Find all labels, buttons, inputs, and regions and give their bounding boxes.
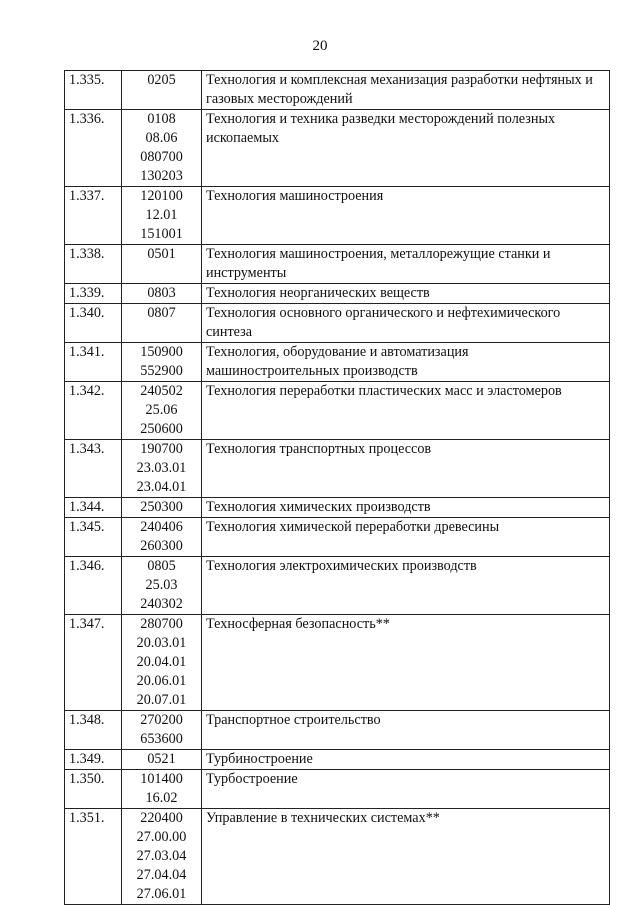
table-row: [65, 304, 610, 343]
specialty-code: 23.04.01: [136, 479, 187, 495]
row-number: 1.350.: [65, 770, 122, 809]
specialty-code: 08.06: [145, 130, 178, 146]
specialty-code: 27.04.04: [136, 867, 187, 883]
specialty-code: 260300: [140, 538, 183, 554]
specialty-code: 20.07.01: [136, 692, 187, 708]
specialty-codes: [122, 187, 202, 245]
table-row: [65, 71, 610, 110]
table-row: [65, 770, 610, 809]
row-number: 1.343.: [65, 440, 122, 498]
specialty-name: Техносферная безопасность**: [202, 615, 610, 711]
table-row: [65, 498, 610, 518]
specialty-code: 27.00.00: [136, 829, 187, 845]
specialty-codes: [122, 343, 202, 382]
specialty-code: 130203: [140, 168, 183, 184]
specialty-code: 270200: [140, 712, 183, 728]
specialty-name: Технология основного органического и нефтехимического синтеза: [202, 304, 610, 343]
specialty-name: Управление в технических системах**: [202, 809, 610, 905]
row-number: 1.336.: [65, 110, 122, 187]
specialty-code: 101400: [140, 771, 183, 787]
specialty-code: 240406: [140, 519, 183, 535]
row-number: 1.341.: [65, 343, 122, 382]
specialties-table: [64, 70, 610, 905]
specialty-code: 16.02: [145, 790, 178, 806]
specialty-code: 27.06.01: [136, 886, 187, 902]
specialty-code: 25.03: [145, 577, 178, 593]
specialty-code: 220400: [140, 810, 183, 826]
specialty-code: 240302: [140, 596, 183, 612]
specialty-code: 653600: [140, 731, 183, 747]
row-number: 1.335.: [65, 71, 122, 110]
page-number: 20: [312, 38, 328, 54]
row-number: 1.347.: [65, 615, 122, 711]
row-number: 1.339.: [65, 284, 122, 304]
row-number: 1.344.: [65, 498, 122, 518]
specialty-codes: [122, 284, 202, 304]
specialty-code: 080700: [140, 149, 183, 165]
specialty-code: 20.03.01: [136, 635, 187, 651]
table-row: [65, 382, 610, 440]
table-body: [65, 71, 610, 905]
specialty-code: 151001: [140, 226, 183, 242]
table-row: [65, 110, 610, 187]
specialty-codes: [122, 809, 202, 905]
specialty-codes: [122, 71, 202, 110]
specialty-code: 240502: [140, 383, 183, 399]
specialty-codes: [122, 770, 202, 809]
specialty-name: Транспортное строительство: [202, 711, 610, 750]
specialty-name: Технология переработки пластических масс и эластомеров: [202, 382, 610, 440]
specialty-code: 0803: [147, 285, 176, 301]
specialty-name: Технология машиностроения: [202, 187, 610, 245]
specialty-codes: [122, 750, 202, 770]
table-row: [65, 187, 610, 245]
table-row: [65, 750, 610, 770]
specialty-name: Технология транспортных процессов: [202, 440, 610, 498]
specialty-codes: [122, 245, 202, 284]
row-number: 1.340.: [65, 304, 122, 343]
specialty-code: 20.04.01: [136, 654, 187, 670]
specialty-code: 150900: [140, 344, 183, 360]
specialty-code: 0205: [147, 72, 176, 88]
specialty-codes: [122, 304, 202, 343]
row-number: 1.351.: [65, 809, 122, 905]
specialty-name: Технология химической переработки древесины: [202, 518, 610, 557]
row-number: 1.342.: [65, 382, 122, 440]
row-number: 1.337.: [65, 187, 122, 245]
specialty-code: 190700: [140, 441, 183, 457]
table-row: [65, 343, 610, 382]
specialty-name: Технология, оборудование и автоматизация машиностроительных производств: [202, 343, 610, 382]
specialty-code: 0521: [147, 751, 176, 767]
specialty-name: Технология электрохимических производств: [202, 557, 610, 615]
specialty-name: Технология и комплексная механизация разработки нефтяных и газовых месторождений: [202, 71, 610, 110]
specialty-codes: [122, 615, 202, 711]
specialty-codes: [122, 711, 202, 750]
specialty-codes: [122, 382, 202, 440]
specialty-name: Технология химических производств: [202, 498, 610, 518]
row-number: 1.338.: [65, 245, 122, 284]
specialty-code: 0805: [147, 558, 176, 574]
specialty-code: 12.01: [145, 207, 178, 223]
row-number: 1.349.: [65, 750, 122, 770]
specialty-code: 0807: [147, 305, 176, 321]
specialty-name: Технология машиностроения, металлорежущие станки и инструменты: [202, 245, 610, 284]
specialty-codes: [122, 110, 202, 187]
specialty-code: 25.06: [145, 402, 178, 418]
table-row: [65, 245, 610, 284]
specialty-code: 27.03.04: [136, 848, 187, 864]
specialty-name: Турбостроение: [202, 770, 610, 809]
specialty-name: Технология и техника разведки месторождений полезных ископаемых: [202, 110, 610, 187]
table-row: [65, 518, 610, 557]
table-row: [65, 284, 610, 304]
table-row: [65, 557, 610, 615]
specialty-code: 280700: [140, 616, 183, 632]
row-number: 1.346.: [65, 557, 122, 615]
specialty-code: 20.06.01: [136, 673, 187, 689]
specialty-name: Технология неорганических веществ: [202, 284, 610, 304]
specialty-code: 552900: [140, 363, 183, 379]
specialty-name: Турбиностроение: [202, 750, 610, 770]
specialty-code: 0108: [147, 111, 176, 127]
specialty-code: 0501: [147, 246, 176, 262]
specialty-code: 250600: [140, 421, 183, 437]
row-number: 1.345.: [65, 518, 122, 557]
row-number: 1.348.: [65, 711, 122, 750]
specialty-code: 23.03.01: [136, 460, 187, 476]
table-row: [65, 809, 610, 905]
specialty-code: 120100: [140, 188, 183, 204]
specialty-codes: [122, 440, 202, 498]
specialty-codes: [122, 518, 202, 557]
table-row: [65, 440, 610, 498]
table-row: [65, 711, 610, 750]
specialty-codes: [122, 557, 202, 615]
specialty-codes: [122, 498, 202, 518]
specialty-code: 250300: [140, 499, 183, 515]
table-row: [65, 615, 610, 711]
